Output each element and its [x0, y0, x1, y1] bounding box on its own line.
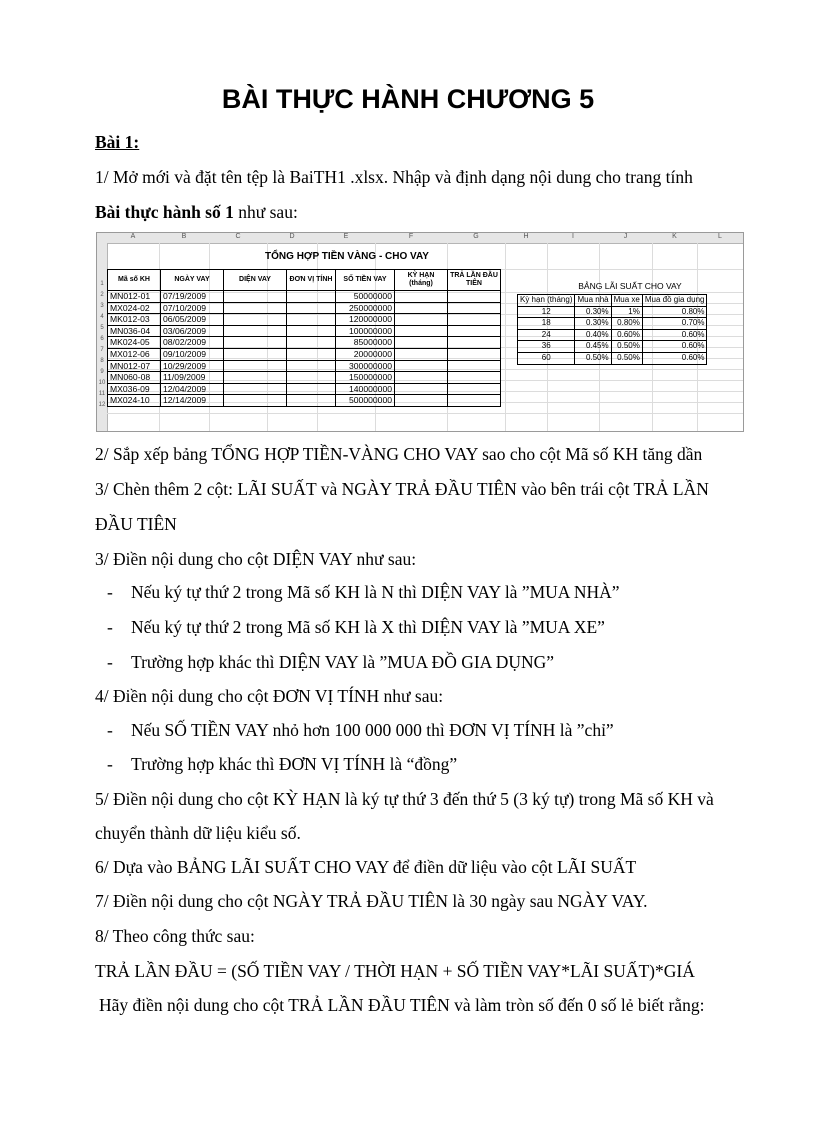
table-cell: 0.30%: [575, 306, 611, 318]
table-cell: 18: [518, 318, 575, 330]
table-row: [108, 383, 501, 395]
column-header-bar: [97, 233, 743, 244]
table-cell: 250000000: [336, 302, 395, 314]
column-letter: I: [572, 233, 574, 240]
table-cell: [287, 395, 336, 407]
table-cell: [448, 360, 501, 372]
table-header-cell: ĐƠN VỊ TÍNH: [287, 270, 336, 291]
table-cell: 07/19/2009: [161, 291, 224, 303]
column-letter: K: [672, 233, 677, 240]
table-cell: [224, 395, 287, 407]
table-cell: 20000000: [336, 348, 395, 360]
table-cell: [395, 302, 448, 314]
table-cell: MX012-06: [108, 348, 161, 360]
table-cell: [448, 302, 501, 314]
table-cell: [287, 383, 336, 395]
table-cell: 0.70%: [642, 318, 707, 330]
table-cell: [287, 360, 336, 372]
table-cell: [224, 348, 287, 360]
table-row: [518, 295, 707, 307]
loan-summary-title: TỔNG HỢP TIỀN VÀNG - CHO VAY: [265, 251, 429, 262]
row-number: 5: [100, 325, 104, 331]
table-cell: 0.60%: [642, 329, 707, 341]
table-cell: [395, 395, 448, 407]
table-cell: 12: [518, 306, 575, 318]
step-3-continuation: ĐẦU TIÊN: [95, 514, 177, 534]
table-cell: 12/14/2009: [161, 395, 224, 407]
column-letter: A: [130, 233, 136, 240]
table-cell: 60: [518, 352, 575, 364]
table-row: [518, 341, 707, 353]
table-cell: 0.30%: [575, 318, 611, 330]
table-cell: [224, 383, 287, 395]
table-cell: 0.50%: [575, 352, 611, 364]
table-cell: MN036-04: [108, 325, 161, 337]
row-number: 6: [100, 336, 104, 342]
table-cell: [448, 314, 501, 326]
table-cell: [395, 360, 448, 372]
table-cell: [224, 314, 287, 326]
table-cell: 150000000: [336, 372, 395, 384]
column-letter: G: [473, 233, 479, 240]
bullet-item: - Nếu ký tự thứ 2 trong Mã số KH là N thì DIỆN VAY là ”MUA NHÀ”: [107, 582, 620, 602]
table-row: [108, 302, 501, 314]
bullet-item: - Trường hợp khác thì DIỆN VAY là ”MUA ĐỒ GIA DỤNG”: [107, 652, 555, 672]
table-header-cell: SỐ TIỀN VAY: [336, 270, 395, 291]
table-cell: 08/02/2009: [161, 337, 224, 349]
table-row: [518, 329, 707, 341]
table-cell: [448, 325, 501, 337]
table-cell: 06/05/2009: [161, 314, 224, 326]
table-cell: 85000000: [336, 337, 395, 349]
formula-text: TRẢ LẦN ĐẦU = (SỐ TIỀN VAY / THỜI HẠN + SỐ TIỀN VAY*LÃI SUẤT)*GIÁ: [95, 961, 695, 981]
table-cell: [224, 302, 287, 314]
table-cell: 24: [518, 329, 575, 341]
table-cell: [448, 383, 501, 395]
table-cell: 100000000: [336, 325, 395, 337]
table-cell: [448, 337, 501, 349]
step-8-text: 8/ Theo công thức sau:: [95, 926, 255, 946]
table-cell: 0.40%: [575, 329, 611, 341]
column-letter: H: [523, 233, 529, 240]
table-cell: MK012-03: [108, 314, 161, 326]
table-cell: [395, 325, 448, 337]
table-cell: [287, 372, 336, 384]
step-1-continuation: Bài thực hành số 1 như sau:: [95, 202, 298, 222]
table-cell: 03/06/2009: [161, 325, 224, 337]
table-cell: 0.45%: [575, 341, 611, 353]
table-cell: 120000000: [336, 314, 395, 326]
table-cell: [448, 348, 501, 360]
table-row: [108, 325, 501, 337]
table-cell: [287, 325, 336, 337]
table-cell: [224, 337, 287, 349]
row-number: 4: [100, 314, 104, 320]
column-letter: E: [343, 233, 349, 240]
table-cell: MX024-02: [108, 302, 161, 314]
spreadsheet-image: [96, 232, 744, 432]
table-cell: 0.80%: [611, 318, 642, 330]
column-letter: C: [235, 233, 241, 240]
table-row: [108, 314, 501, 326]
table-cell: [395, 291, 448, 303]
column-letter: L: [718, 233, 722, 240]
step-3b-text: 3/ Điền nội dung cho cột DIỆN VAY như sau:: [95, 549, 417, 569]
row-number: 2: [100, 292, 104, 298]
row-number: 12: [98, 402, 106, 408]
table-row: [518, 318, 707, 330]
table-cell: [395, 372, 448, 384]
table-row: [108, 372, 501, 384]
column-letter: F: [408, 233, 414, 240]
grid-line: [743, 243, 744, 431]
table-row: [108, 395, 501, 407]
table-cell: [224, 360, 287, 372]
column-letter: D: [289, 233, 295, 240]
bullet-item: - Trường hợp khác thì ĐƠN VỊ TÍNH là “đồng”: [107, 754, 458, 774]
table-row: [108, 291, 501, 303]
table-cell: [448, 291, 501, 303]
table-cell: 10/29/2009: [161, 360, 224, 372]
table-cell: 0.50%: [611, 341, 642, 353]
table-cell: [395, 314, 448, 326]
row-number: 8: [100, 358, 104, 364]
table-cell: MN012-07: [108, 360, 161, 372]
table-cell: [287, 314, 336, 326]
table-cell: [395, 383, 448, 395]
row-number: 7: [100, 347, 104, 353]
table-cell: 11/09/2009: [161, 372, 224, 384]
table-row: [108, 337, 501, 349]
table-cell: 140000000: [336, 383, 395, 395]
step-2-text: 2/ Sắp xếp bảng TỔNG HỢP TIỀN-VÀNG CHO VAY sao cho cột Mã số KH tăng dần: [95, 444, 703, 464]
table-header-cell: KỲ HẠN (tháng): [395, 270, 448, 291]
step-3-text: 3/ Chèn thêm 2 cột: LÃI SUẤT và NGÀY TRẢ ĐẦU TIÊN vào bên trái cột TRẢ LẦN: [95, 479, 709, 499]
table-cell: 0.60%: [642, 341, 707, 353]
table-cell: [224, 325, 287, 337]
exercise-heading: Bài 1:: [95, 132, 140, 152]
row-number: 10: [98, 380, 106, 386]
table-cell: [224, 372, 287, 384]
table-row: [518, 306, 707, 318]
table-cell: MK024-05: [108, 337, 161, 349]
table-header-cell: Mua đồ gia dụng: [642, 295, 707, 307]
step-6-text: 6/ Dựa vào BẢNG LÃI SUẤT CHO VAY để điền dữ liệu vào cột LÃI SUẤT: [95, 857, 637, 877]
table-cell: [287, 337, 336, 349]
table-cell: 09/10/2009: [161, 348, 224, 360]
table-header-cell: NGÀY VAY: [161, 270, 224, 291]
table-header-cell: DIỆN VAY: [224, 270, 287, 291]
table-cell: MN060-08: [108, 372, 161, 384]
page-title: BÀI THỰC HÀNH CHƯƠNG 5: [221, 84, 595, 114]
table-header-cell: Mã số KH: [108, 270, 161, 291]
row-number: 3: [100, 303, 104, 309]
table-cell: [448, 372, 501, 384]
column-letter: B: [181, 233, 187, 240]
loan-summary-table: [107, 269, 501, 407]
table-cell: [395, 337, 448, 349]
table-cell: MX036-09: [108, 383, 161, 395]
table-row: [108, 348, 501, 360]
row-number: 11: [98, 391, 106, 397]
table-cell: 50000000: [336, 291, 395, 303]
table-cell: 300000000: [336, 360, 395, 372]
step-1-text: 1/ Mở mới và đặt tên tệp là BaiTH1 .xlsx. Nhập và định dạng nội dung cho trang tính: [95, 167, 693, 187]
table-cell: 0.60%: [642, 352, 707, 364]
table-cell: MX024-10: [108, 395, 161, 407]
table-cell: [448, 395, 501, 407]
table-header-cell: Mua xe: [611, 295, 642, 307]
table-header-cell: Mua nhà: [575, 295, 611, 307]
table-cell: 500000000: [336, 395, 395, 407]
bullet-item: - Nếu SỐ TIỀN VAY nhỏ hơn 100 000 000 thì ĐƠN VỊ TÍNH là ”chỉ”: [107, 720, 614, 740]
table-cell: MN012-01: [108, 291, 161, 303]
step-5-continuation: chuyển thành dữ liệu kiểu số.: [95, 823, 301, 843]
interest-table-title: BẢNG LÃI SUẤT CHO VAY: [578, 281, 682, 291]
step-4-text: 4/ Điền nội dung cho cột ĐƠN VỊ TÍNH như sau:: [95, 686, 444, 706]
table-header-cell: Kỳ hạn (tháng): [518, 295, 575, 307]
column-letter: J: [623, 233, 628, 240]
table-cell: 0.50%: [611, 352, 642, 364]
step-7-text: 7/ Điền nội dung cho cột NGÀY TRẢ ĐẦU TIÊN là 30 ngày sau NGÀY VAY.: [95, 891, 648, 911]
table-cell: 0.60%: [611, 329, 642, 341]
table-cell: 12/04/2009: [161, 383, 224, 395]
table-cell: [395, 348, 448, 360]
step-8-instruction: Hãy điền nội dung cho cột TRẢ LẦN ĐẦU TIÊN và làm tròn số đến 0 số lẻ biết rằng:: [99, 995, 705, 1015]
table-row: [518, 352, 707, 364]
grid-line: [107, 413, 743, 414]
table-row: [108, 360, 501, 372]
table-cell: [287, 291, 336, 303]
table-cell: 1%: [611, 306, 642, 318]
table-cell: 0.80%: [642, 306, 707, 318]
row-number: 9: [100, 369, 104, 375]
step-5-text: 5/ Điền nội dung cho cột KỲ HẠN là ký tự thứ 3 đến thứ 5 (3 ký tự) trong Mã số KH và: [95, 789, 714, 809]
table-cell: 07/10/2009: [161, 302, 224, 314]
table-cell: [287, 348, 336, 360]
table-header-cell: TRẢ LẦN ĐẦU TIÊN: [448, 270, 501, 291]
table-cell: [224, 291, 287, 303]
interest-rate-table: [517, 294, 707, 365]
table-cell: [287, 302, 336, 314]
row-number: 1: [100, 281, 104, 287]
table-cell: 36: [518, 341, 575, 353]
bullet-item: - Nếu ký tự thứ 2 trong Mã số KH là X thì DIỆN VAY là ”MUA XE”: [107, 617, 605, 637]
